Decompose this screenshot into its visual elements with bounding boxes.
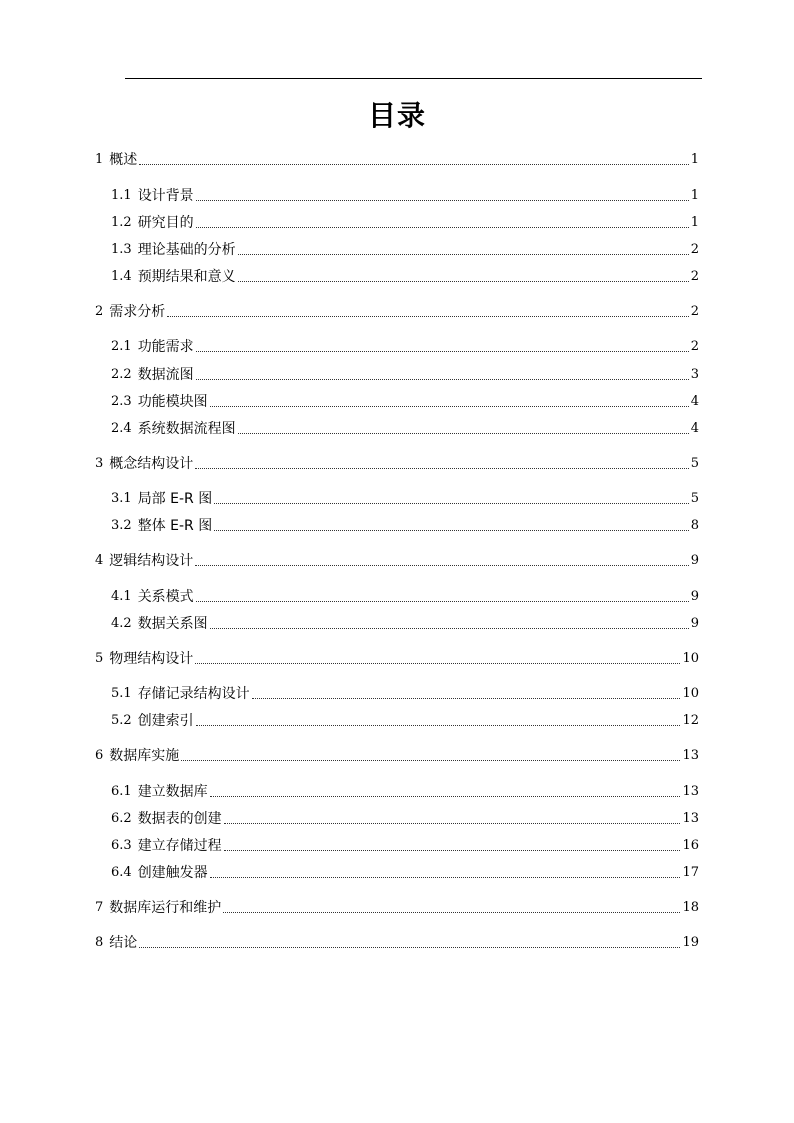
toc-entry-page: 4 xyxy=(690,394,699,409)
toc-entry-page: 13 xyxy=(682,748,699,763)
toc-entry-label: 建立数据库 xyxy=(137,784,208,800)
toc-entry-label: 存储记录结构设计 xyxy=(137,686,250,702)
dot-leader xyxy=(238,281,689,282)
toc-entry[interactable] xyxy=(95,151,699,169)
toc-entry[interactable] xyxy=(95,303,699,321)
toc-entry-page: 2 xyxy=(690,339,699,354)
toc-entry-number: 7 xyxy=(95,900,104,915)
toc-entry-label: 预期结果和意义 xyxy=(137,269,236,285)
toc-entry-page: 16 xyxy=(682,838,699,853)
dot-leader xyxy=(196,351,689,352)
toc-entry-label: 结论 xyxy=(109,935,138,951)
toc-entry-page: 17 xyxy=(682,865,699,880)
dot-leader xyxy=(238,254,689,255)
toc-entry-page: 8 xyxy=(690,518,699,533)
toc-entry-label: 整体 E-R 图 xyxy=(137,518,213,534)
toc-entry-label: 数据关系图 xyxy=(137,616,208,632)
toc-entry-page: 13 xyxy=(682,811,699,826)
dot-leader xyxy=(196,725,681,726)
toc-entry-number: 6 xyxy=(95,748,104,763)
toc-entry-label: 数据表的创建 xyxy=(137,811,222,827)
toc-entry-number: 1.1 xyxy=(111,188,132,203)
toc-entry[interactable] xyxy=(95,455,699,473)
toc-entry-number: 1.2 xyxy=(111,215,132,230)
toc-entry-number: 2.3 xyxy=(111,394,132,409)
toc-entry-page: 19 xyxy=(682,935,699,950)
toc-entry-number: 2.4 xyxy=(111,421,132,436)
dot-leader xyxy=(195,663,680,664)
toc-entry-label: 数据库实施 xyxy=(109,748,180,764)
toc-entry-number: 6.2 xyxy=(111,811,132,826)
toc-entry-page: 10 xyxy=(682,686,699,701)
dot-leader xyxy=(167,316,688,317)
toc-entry[interactable] xyxy=(111,268,699,286)
toc-title: 目录 xyxy=(367,99,426,132)
toc-entry-label: 功能需求 xyxy=(137,339,194,355)
toc-entry-label: 概念结构设计 xyxy=(109,456,194,472)
toc-entry-page: 4 xyxy=(690,421,699,436)
toc-entry-number: 2 xyxy=(95,304,104,319)
toc-entry-page: 9 xyxy=(690,553,699,568)
toc-entry-page: 5 xyxy=(690,491,699,506)
toc-entry-number: 5.2 xyxy=(111,713,132,728)
toc-entry-label: 研究目的 xyxy=(137,215,194,231)
toc-entry-label: 设计背景 xyxy=(137,188,194,204)
dot-leader xyxy=(139,947,680,948)
dot-leader xyxy=(181,760,680,761)
toc-entry[interactable] xyxy=(111,214,699,232)
toc-entry-number: 3 xyxy=(95,456,104,471)
toc-entry[interactable] xyxy=(95,650,699,668)
dot-leader xyxy=(210,796,681,797)
toc-entry-number: 4 xyxy=(95,553,104,568)
dot-leader xyxy=(252,698,681,699)
dot-leader xyxy=(224,823,681,824)
dot-leader xyxy=(214,503,689,504)
toc-entry-label: 需求分析 xyxy=(109,304,166,320)
toc-entry-number: 4.2 xyxy=(111,616,132,631)
toc-entry[interactable] xyxy=(95,934,699,952)
toc-entry-label: 物理结构设计 xyxy=(109,651,194,667)
toc-entry-page: 9 xyxy=(690,616,699,631)
dot-leader xyxy=(196,200,689,201)
dot-leader xyxy=(210,628,689,629)
toc-entry-number: 3.1 xyxy=(111,491,132,506)
toc-entry-label: 理论基础的分析 xyxy=(137,242,236,258)
toc-entry-number: 2.1 xyxy=(111,339,132,354)
toc-entry-number: 1 xyxy=(95,152,104,167)
toc-entry[interactable] xyxy=(111,837,699,855)
toc-entry-page: 1 xyxy=(690,188,699,203)
toc-entry[interactable] xyxy=(111,517,699,535)
toc-entry[interactable] xyxy=(111,393,699,411)
toc-entry[interactable] xyxy=(111,187,699,205)
toc-entry-label: 数据库运行和维护 xyxy=(109,900,222,916)
dot-leader xyxy=(196,227,689,228)
toc-entry-number: 1.3 xyxy=(111,242,132,257)
toc-entry-label: 建立存储过程 xyxy=(137,838,222,854)
toc-entry-number: 4.1 xyxy=(111,589,132,604)
toc-entry-label: 功能模块图 xyxy=(137,394,208,410)
toc-entry-page: 3 xyxy=(690,367,699,382)
dot-leader xyxy=(196,379,689,380)
toc-entry-page: 2 xyxy=(690,242,699,257)
toc-entry[interactable] xyxy=(111,810,699,828)
toc-entry-label: 关系模式 xyxy=(137,589,194,605)
toc-entry-number: 5.1 xyxy=(111,686,132,701)
toc-entry[interactable] xyxy=(111,615,699,633)
toc-entry[interactable] xyxy=(111,712,699,730)
toc-entry-page: 1 xyxy=(690,215,699,230)
toc-entry-number: 1.4 xyxy=(111,269,132,284)
toc-entry-page: 1 xyxy=(690,152,699,167)
toc-entry-number: 6.1 xyxy=(111,784,132,799)
toc-entry[interactable] xyxy=(111,366,699,384)
toc-entry-page: 2 xyxy=(690,304,699,319)
toc-entry[interactable] xyxy=(111,783,699,801)
toc-entry-number: 5 xyxy=(95,651,104,666)
toc-entry[interactable] xyxy=(95,747,699,765)
toc-entry[interactable] xyxy=(111,241,699,259)
toc-entry-number: 8 xyxy=(95,935,104,950)
toc-entry[interactable] xyxy=(111,338,699,356)
toc-entry-label: 创建触发器 xyxy=(137,865,208,881)
toc-entry-label: 局部 E-R 图 xyxy=(137,491,213,507)
toc-entry-page: 13 xyxy=(682,784,699,799)
dot-leader xyxy=(195,565,688,566)
dot-leader xyxy=(214,530,689,531)
dot-leader xyxy=(139,164,688,165)
toc-entry[interactable] xyxy=(95,899,699,917)
dot-leader xyxy=(195,468,688,469)
toc-entry[interactable] xyxy=(111,864,699,882)
toc-entry[interactable] xyxy=(111,588,699,606)
toc-entry-label: 数据流图 xyxy=(137,367,194,383)
toc-entry-label: 创建索引 xyxy=(137,713,194,729)
toc-entry[interactable] xyxy=(111,685,699,703)
toc-entry-page: 2 xyxy=(690,269,699,284)
dot-leader xyxy=(196,601,689,602)
toc-entry[interactable] xyxy=(95,552,699,570)
toc-entry[interactable] xyxy=(111,420,699,438)
toc-entry-label: 系统数据流程图 xyxy=(137,421,236,437)
toc-entry-number: 6.3 xyxy=(111,838,132,853)
dot-leader xyxy=(224,850,681,851)
toc-entry-number: 6.4 xyxy=(111,865,132,880)
toc-entry-page: 9 xyxy=(690,589,699,604)
toc-entry-label: 逻辑结构设计 xyxy=(109,553,194,569)
dot-leader xyxy=(238,433,689,434)
toc-entry[interactable] xyxy=(111,490,699,508)
toc-entry-number: 3.2 xyxy=(111,518,132,533)
toc-entry-page: 10 xyxy=(682,651,699,666)
toc-entry-page: 12 xyxy=(682,713,699,728)
toc-entry-number: 2.2 xyxy=(111,367,132,382)
dot-leader xyxy=(210,877,681,878)
dot-leader xyxy=(223,912,680,913)
toc-entry-page: 5 xyxy=(690,456,699,471)
toc-entry-label: 概述 xyxy=(109,152,138,168)
toc-entry-page: 18 xyxy=(682,900,699,915)
dot-leader xyxy=(210,406,689,407)
